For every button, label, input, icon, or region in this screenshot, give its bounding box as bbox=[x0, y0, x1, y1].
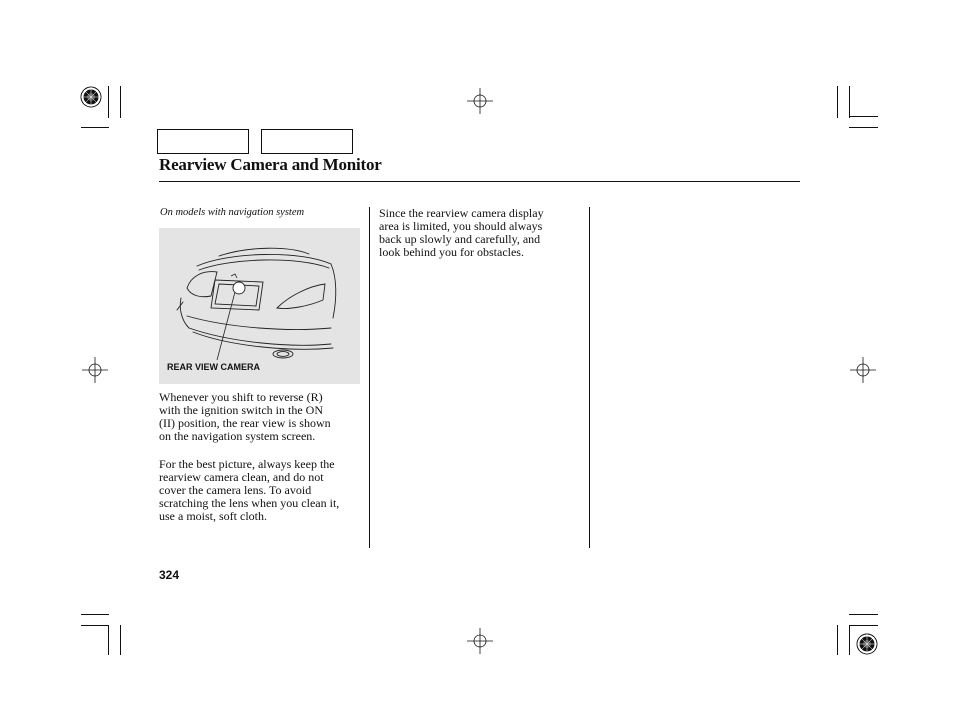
title-rule bbox=[159, 181, 800, 182]
starburst-registration-icon bbox=[856, 633, 878, 655]
figure-callout-label: REAR VIEW CAMERA bbox=[167, 362, 261, 372]
page-title: Rearview Camera and Monitor bbox=[159, 155, 382, 174]
header-tab-2 bbox=[261, 129, 353, 154]
body-paragraph: For the best picture, always keep the rearview camera clean, and do not cover the camera lens. To avoid scratching the lens when you clean it, use a moist, soft cloth. bbox=[159, 457, 340, 523]
body-paragraph: Whenever you shift to reverse (R) with the ignition switch in the ON (II) position, the rear view is shown on the navigation system screen. bbox=[159, 390, 331, 443]
figure-caption: On models with navigation system bbox=[160, 207, 305, 218]
column-divider bbox=[369, 207, 370, 548]
starburst-registration-icon bbox=[80, 86, 102, 108]
crosshair-icon bbox=[850, 357, 876, 383]
header-tab-1 bbox=[157, 129, 249, 154]
crosshair-icon bbox=[467, 628, 493, 654]
column-divider bbox=[589, 207, 590, 548]
rear-camera-figure bbox=[159, 228, 360, 384]
body-paragraph: Since the rearview camera display area is limited, you should always back up slowly and carefully, and look behind you for obstacles. bbox=[379, 206, 544, 259]
crosshair-icon bbox=[82, 357, 108, 383]
page-number: 324 bbox=[159, 568, 180, 582]
crosshair-icon bbox=[467, 88, 493, 114]
car-rear-illustration bbox=[159, 228, 360, 384]
